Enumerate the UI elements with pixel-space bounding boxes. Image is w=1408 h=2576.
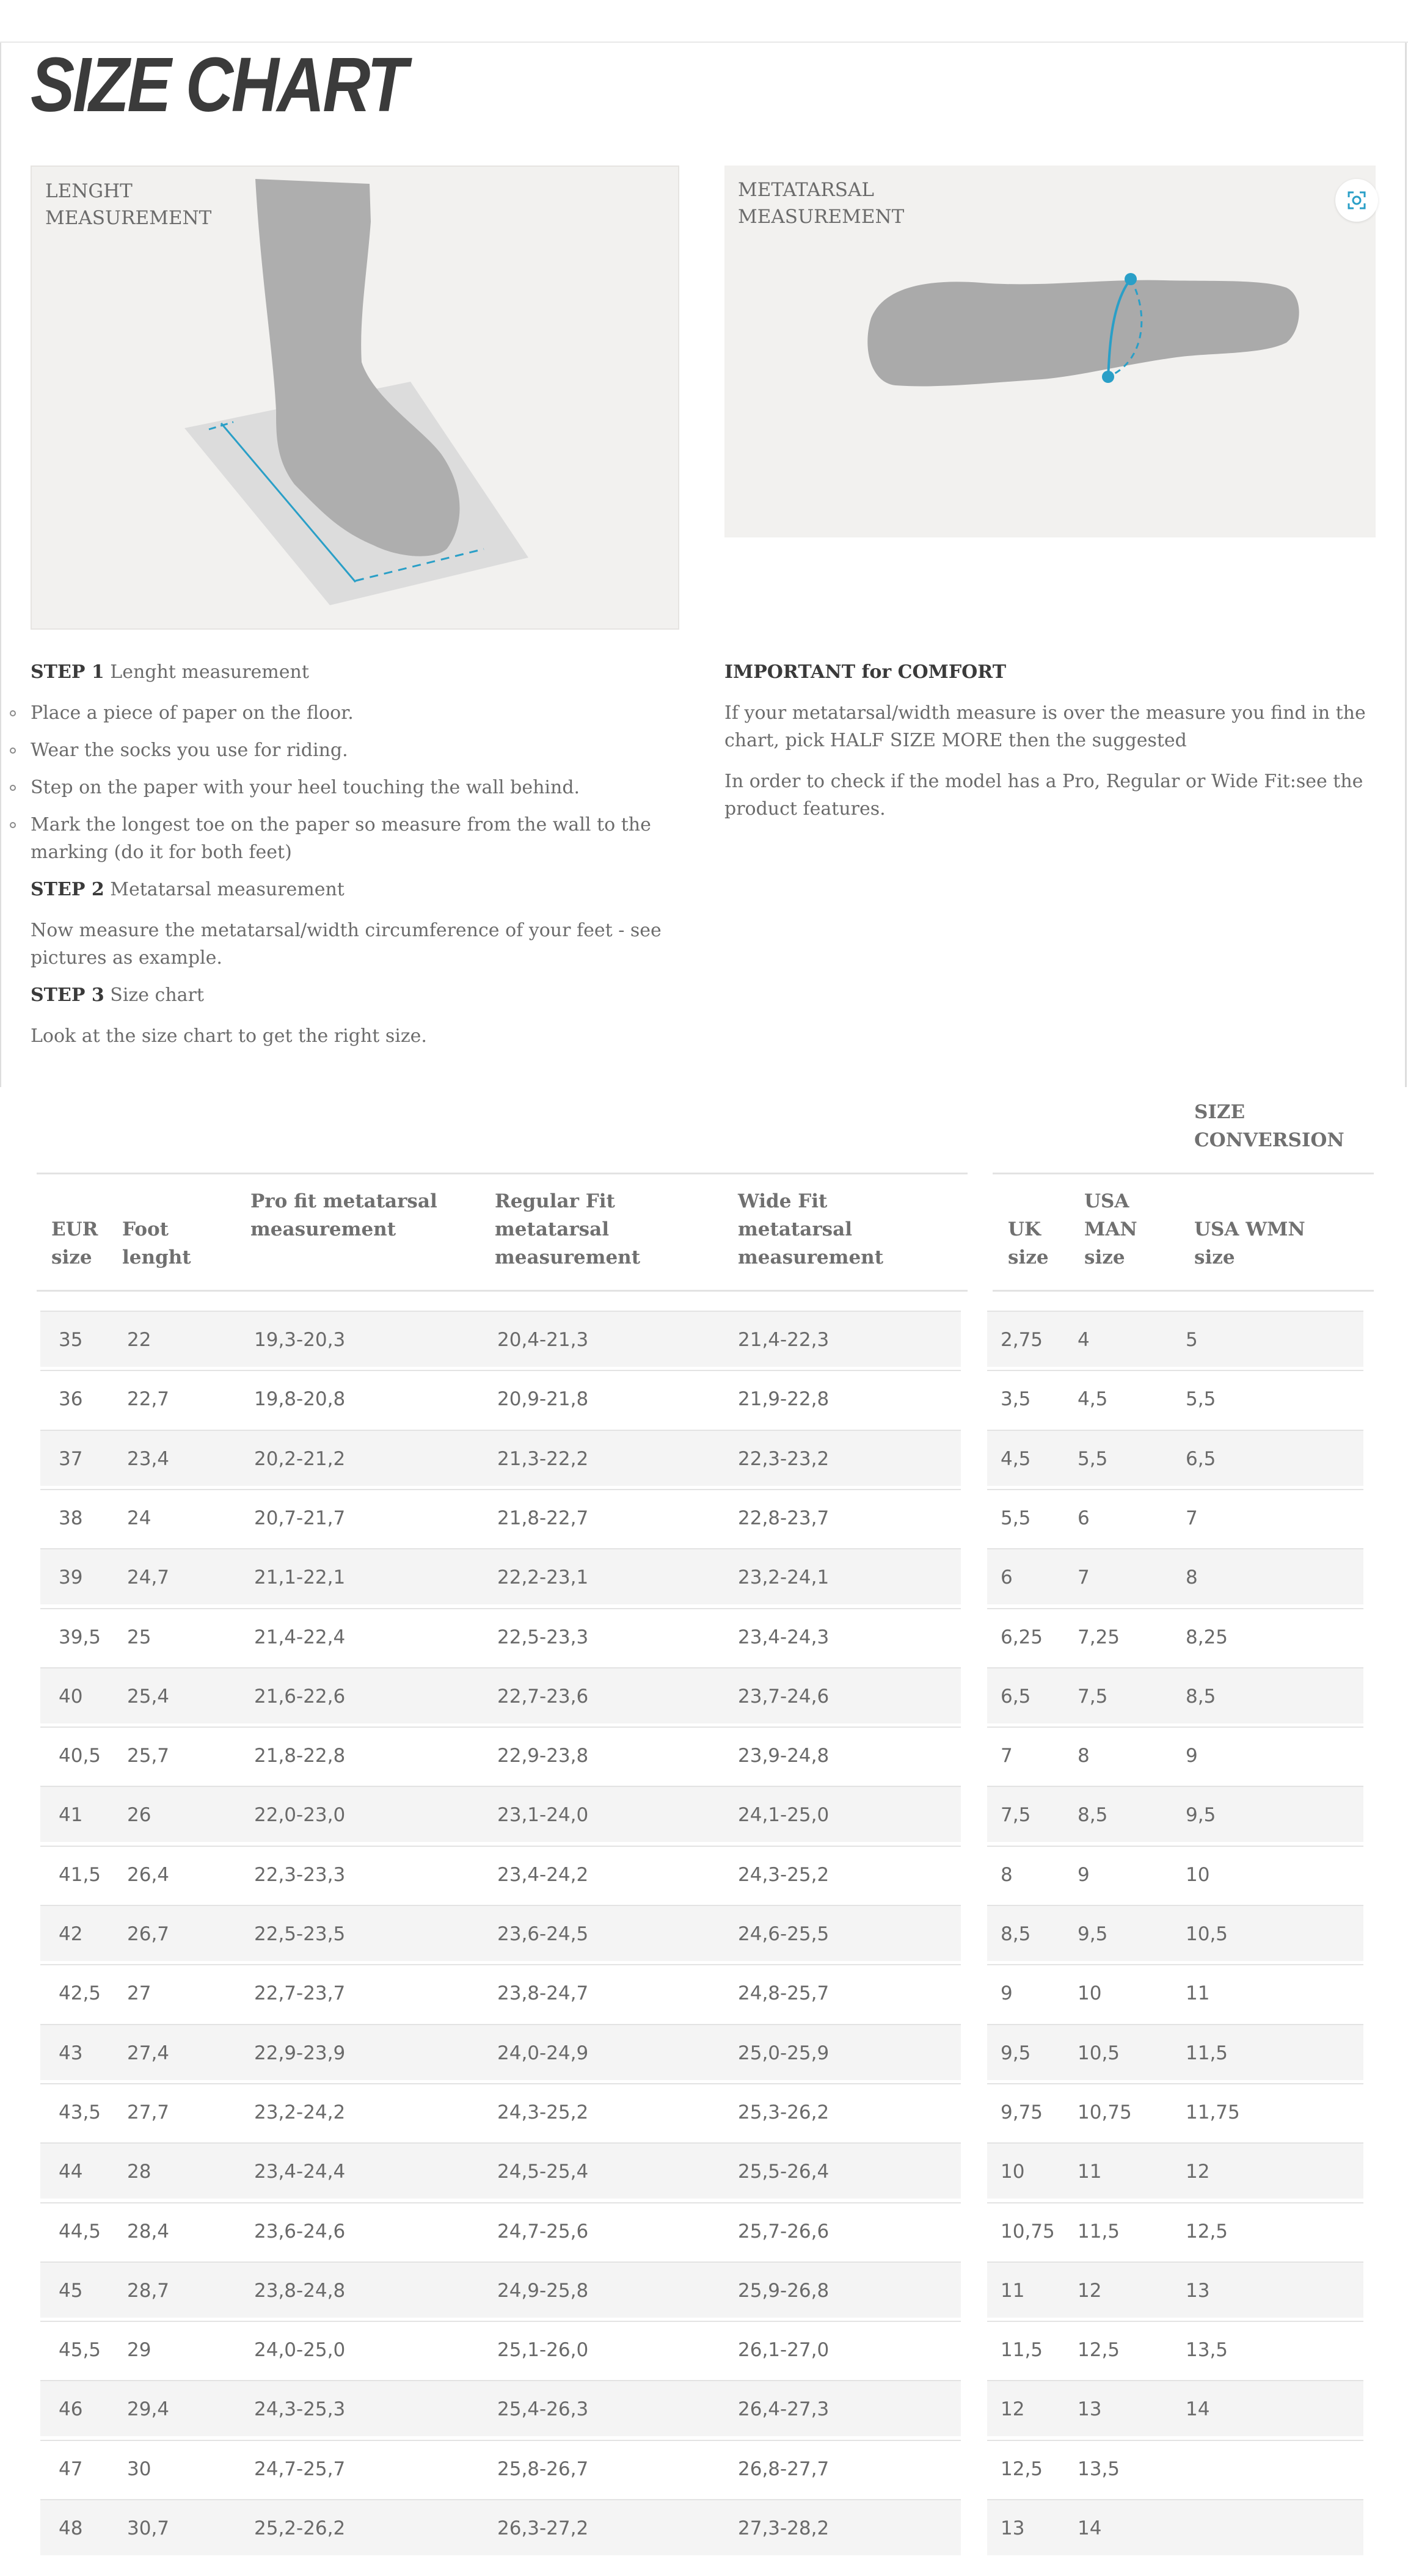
cell-pro-fit: 21,4-22,4 (254, 1626, 346, 1648)
table-row (40, 2261, 961, 2318)
cell-pro-fit: 20,7-21,7 (254, 1507, 346, 1529)
table-row (40, 2440, 961, 2496)
length-measurement-label: LENGHT MEASUREMENT (45, 180, 212, 229)
cell-uk-size: 3,5 (1001, 1388, 1031, 1410)
cell-regular-fit: 24,5-25,4 (497, 2161, 589, 2183)
step2-label: STEP 2 (31, 879, 104, 900)
step2-title: Metatarsal measurement (110, 879, 345, 900)
table-row (40, 2024, 961, 2080)
table-row (40, 2142, 961, 2199)
cell-wide-fit: 21,9-22,8 (738, 1388, 830, 1410)
step3-label: STEP 3 (31, 984, 104, 1006)
cell-foot-length: 29 (127, 2339, 151, 2361)
cell-uk-size: 9,5 (1001, 2042, 1031, 2064)
conversion-row (987, 1905, 1363, 1961)
cell-wide-fit: 22,8-23,7 (738, 1507, 830, 1529)
comfort-note (724, 658, 1372, 823)
table-row (40, 1548, 961, 1604)
cell-uk-size: 6,25 (1001, 1626, 1043, 1648)
cell-regular-fit: 24,0-24,9 (497, 2042, 589, 2064)
cell-usa-wmn-size: 12 (1186, 2161, 1210, 2183)
cell-usa-man-size: 8 (1078, 1745, 1090, 1767)
header-usa-wmn-size: USA WMN size (1194, 1218, 1305, 1268)
table-row (40, 1846, 961, 1902)
cell-wide-fit: 25,7-26,6 (738, 2221, 830, 2243)
conversion-row (987, 1430, 1363, 1486)
cell-foot-length: 26,4 (127, 1864, 170, 1886)
table-row (40, 2499, 961, 2555)
cell-regular-fit: 20,4-21,3 (497, 1329, 589, 1351)
metatarsal-measurement-panel (724, 166, 1376, 537)
table-row (40, 1786, 961, 1842)
cell-regular-fit: 23,6-24,5 (497, 1923, 589, 1945)
comfort-paragraph-2: In order to check if the model has a Pro, Regular or Wide Fit:see the product features. (724, 771, 1363, 820)
conversion-row (987, 1786, 1363, 1842)
conversion-row (987, 2380, 1363, 2436)
cell-eur-size: 48 (59, 2517, 83, 2539)
table-row (40, 2202, 961, 2258)
cell-wide-fit: 26,8-27,7 (738, 2458, 830, 2480)
table-row (40, 1667, 961, 1723)
instruction-bullet: Place a piece of paper on the floor. (31, 699, 672, 727)
conversion-row (987, 1846, 1363, 1902)
instruction-bullet: Mark the longest toe on the paper so measure from the wall to the marking (do it for both feet) (31, 811, 672, 866)
cell-eur-size: 44 (59, 2161, 83, 2183)
cell-pro-fit: 21,6-22,6 (254, 1686, 346, 1708)
cell-uk-size: 5,5 (1001, 1507, 1031, 1529)
cell-usa-wmn-size: 11 (1186, 1982, 1210, 2004)
cell-usa-man-size: 10,75 (1078, 2101, 1132, 2123)
cell-pro-fit: 22,9-23,9 (254, 2042, 346, 2064)
cell-foot-length: 23,4 (127, 1448, 170, 1470)
cell-pro-fit: 20,2-21,2 (254, 1448, 346, 1470)
cell-foot-length: 28 (127, 2161, 151, 2183)
cell-foot-length: 25,7 (127, 1745, 170, 1767)
cell-wide-fit: 26,1-27,0 (738, 2339, 830, 2361)
conversion-row (987, 1489, 1363, 1545)
cell-foot-length: 26,7 (127, 1923, 170, 1945)
cell-regular-fit: 22,9-23,8 (497, 1745, 589, 1767)
table-row (40, 2321, 961, 2377)
step3-description: Look at the size chart to get the right size. (31, 1025, 427, 1047)
cell-usa-man-size: 13,5 (1078, 2458, 1120, 2480)
cell-usa-wmn-size: 7 (1186, 1507, 1198, 1529)
header-wide-fit: Wide Fit metatarsal measurement (738, 1190, 884, 1268)
cell-pro-fit: 22,5-23,5 (254, 1923, 346, 1945)
cell-wide-fit: 25,9-26,8 (738, 2280, 830, 2302)
cell-foot-length: 25 (127, 1626, 151, 1648)
comfort-heading: IMPORTANT for COMFORT (724, 661, 1007, 683)
cell-pro-fit: 24,7-25,7 (254, 2458, 346, 2480)
conversion-row (987, 2261, 1363, 2318)
cell-usa-man-size: 12,5 (1078, 2339, 1120, 2361)
cell-uk-size: 6 (1001, 1566, 1013, 1588)
cell-uk-size: 7,5 (1001, 1804, 1031, 1826)
cell-uk-size: 2,75 (1001, 1329, 1043, 1351)
cell-foot-length: 28,4 (127, 2221, 170, 2243)
cell-usa-wmn-size: 11,75 (1186, 2101, 1240, 2123)
cell-usa-man-size: 7,5 (1078, 1686, 1108, 1708)
cell-uk-size: 11,5 (1001, 2339, 1043, 2361)
cell-pro-fit: 22,0-23,0 (254, 1804, 346, 1826)
cell-foot-length: 26 (127, 1804, 151, 1826)
cell-wide-fit: 23,2-24,1 (738, 1566, 830, 1588)
cell-pro-fit: 25,2-26,2 (254, 2517, 346, 2539)
conversion-row (987, 1667, 1363, 1723)
measurement-instructions (31, 658, 672, 1050)
cell-pro-fit: 23,2-24,2 (254, 2101, 346, 2123)
header-uk-size: UK size (1008, 1218, 1049, 1268)
cell-uk-size: 10,75 (1001, 2221, 1055, 2243)
cell-uk-size: 12,5 (1001, 2458, 1043, 2480)
cell-usa-man-size: 11,5 (1078, 2221, 1120, 2243)
cell-uk-size: 12 (1001, 2398, 1025, 2420)
cell-regular-fit: 23,1-24,0 (497, 1804, 589, 1826)
cell-pro-fit: 19,3-20,3 (254, 1329, 346, 1351)
cell-foot-length: 24 (127, 1507, 151, 1529)
cell-usa-wmn-size: 6,5 (1186, 1448, 1216, 1470)
conversion-row (987, 2083, 1363, 2139)
cell-eur-size: 40,5 (59, 1745, 101, 1767)
cell-eur-size: 45,5 (59, 2339, 101, 2361)
cell-usa-man-size: 5,5 (1078, 1448, 1108, 1470)
cell-eur-size: 39 (59, 1566, 83, 1588)
cell-uk-size: 13 (1001, 2517, 1025, 2539)
table-row (40, 1430, 961, 1486)
cell-eur-size: 45 (59, 2280, 83, 2302)
table-subheader-rule-left (37, 1290, 968, 1292)
cell-usa-wmn-size: 10 (1186, 1864, 1210, 1886)
cell-regular-fit: 23,4-24,2 (497, 1864, 589, 1886)
cell-foot-length: 30 (127, 2458, 151, 2480)
table-row (40, 1905, 961, 1961)
cell-pro-fit: 19,8-20,8 (254, 1388, 346, 1410)
header-eur-size: EUR size (51, 1218, 98, 1268)
cell-wide-fit: 26,4-27,3 (738, 2398, 830, 2420)
cell-pro-fit: 22,7-23,7 (254, 1982, 346, 2004)
header-pro-fit: Pro fit metatarsal measurement (250, 1190, 437, 1240)
conversion-row (987, 1608, 1363, 1664)
cell-eur-size: 37 (59, 1448, 83, 1470)
cell-pro-fit: 23,6-24,6 (254, 2221, 346, 2243)
cell-eur-size: 39,5 (59, 1626, 101, 1648)
cell-usa-man-size: 4,5 (1078, 1388, 1108, 1410)
conversion-row (987, 2321, 1363, 2377)
cell-usa-wmn-size: 5 (1186, 1329, 1198, 1351)
cell-regular-fit: 23,8-24,7 (497, 1982, 589, 2004)
expand-icon (1335, 179, 1378, 222)
conversion-row (987, 2440, 1363, 2496)
cell-usa-man-size: 9 (1078, 1864, 1090, 1886)
cell-uk-size: 7 (1001, 1745, 1013, 1767)
cell-usa-man-size: 4 (1078, 1329, 1090, 1351)
cell-uk-size: 4,5 (1001, 1448, 1031, 1470)
cell-wide-fit: 24,3-25,2 (738, 1864, 830, 1886)
cell-eur-size: 42 (59, 1923, 83, 1945)
cell-pro-fit: 21,1-22,1 (254, 1566, 346, 1588)
conversion-row (987, 1370, 1363, 1426)
cell-usa-man-size: 11 (1078, 2161, 1102, 2183)
cell-eur-size: 43,5 (59, 2101, 101, 2123)
cell-wide-fit: 25,0-25,9 (738, 2042, 830, 2064)
header-foot-length: Foot lenght (122, 1218, 191, 1268)
cell-eur-size: 36 (59, 1388, 83, 1410)
cell-usa-wmn-size: 13,5 (1186, 2339, 1228, 2361)
cell-eur-size: 41 (59, 1804, 83, 1826)
cell-foot-length: 25,4 (127, 1686, 170, 1708)
table-row (40, 1489, 961, 1545)
cell-usa-wmn-size: 12,5 (1186, 2221, 1228, 2243)
cell-pro-fit: 23,8-24,8 (254, 2280, 346, 2302)
cell-pro-fit: 22,3-23,3 (254, 1864, 346, 1886)
conversion-row (987, 1311, 1363, 1367)
cell-uk-size: 11 (1001, 2280, 1025, 2302)
cell-wide-fit: 23,4-24,3 (738, 1626, 830, 1648)
comfort-paragraph-1: If your metatarsal/width measure is over the measure you find in the chart, pick HALF SIZE MORE then the suggested (724, 702, 1366, 751)
cell-foot-length: 24,7 (127, 1566, 170, 1588)
cell-foot-length: 28,7 (127, 2280, 170, 2302)
cell-regular-fit: 24,3-25,2 (497, 2101, 589, 2123)
cell-uk-size: 6,5 (1001, 1686, 1031, 1708)
cell-wide-fit: 24,6-25,5 (738, 1923, 830, 1945)
cell-eur-size: 38 (59, 1507, 83, 1529)
cell-regular-fit: 22,7-23,6 (497, 1686, 589, 1708)
cell-foot-length: 27,7 (127, 2101, 170, 2123)
cell-uk-size: 9,75 (1001, 2101, 1043, 2123)
cell-pro-fit: 24,3-25,3 (254, 2398, 346, 2420)
table-row (40, 1964, 961, 2020)
cell-eur-size: 41,5 (59, 1864, 101, 1886)
cell-eur-size: 40 (59, 1686, 83, 1708)
table-row (40, 1608, 961, 1664)
cell-eur-size: 42,5 (59, 1982, 101, 2004)
cell-usa-man-size: 6 (1078, 1507, 1090, 1529)
cell-wide-fit: 24,8-25,7 (738, 1982, 830, 2004)
conversion-row (987, 2499, 1363, 2555)
cell-usa-wmn-size: 13 (1186, 2280, 1210, 2302)
cell-usa-wmn-size: 9,5 (1186, 1804, 1216, 1826)
page-title: SIZE CHART (31, 42, 406, 128)
conversion-row (987, 2024, 1363, 2080)
step1-label: STEP 1 (31, 661, 104, 683)
cell-wide-fit: 27,3-28,2 (738, 2517, 830, 2539)
cell-uk-size: 9 (1001, 1982, 1013, 2004)
cell-pro-fit: 24,0-25,0 (254, 2339, 346, 2361)
cell-eur-size: 35 (59, 1329, 83, 1351)
cell-foot-length: 29,4 (127, 2398, 170, 2420)
instruction-bullet: Step on the paper with your heel touching the wall behind. (31, 774, 672, 801)
cell-uk-size: 8 (1001, 1864, 1013, 1886)
cell-foot-length: 27,4 (127, 2042, 170, 2064)
size-conversion-title: SIZE CONVERSION (1194, 1101, 1344, 1151)
cell-wide-fit: 23,9-24,8 (738, 1745, 830, 1767)
cell-usa-man-size: 10,5 (1078, 2042, 1120, 2064)
conversion-row (987, 1548, 1363, 1604)
table-header-rule-right (993, 1173, 1374, 1174)
table-row (40, 2083, 961, 2139)
header-usa-man-size: USA MAN size (1084, 1190, 1137, 1268)
cell-foot-length: 22 (127, 1329, 151, 1351)
cell-regular-fit: 22,2-23,1 (497, 1566, 589, 1588)
step1-title: Lenght measurement (110, 661, 309, 683)
step2-description: Now measure the metatarsal/width circumference of your feet - see pictures as example. (31, 920, 662, 969)
cell-usa-man-size: 7 (1078, 1566, 1090, 1588)
cell-wide-fit: 21,4-22,3 (738, 1329, 830, 1351)
cell-wide-fit: 25,5-26,4 (738, 2161, 830, 2183)
cell-regular-fit: 24,7-25,6 (497, 2221, 589, 2243)
cell-uk-size: 8,5 (1001, 1923, 1031, 1945)
cell-usa-wmn-size: 11,5 (1186, 2042, 1228, 2064)
table-header-rule-left (37, 1173, 968, 1174)
cell-usa-wmn-size: 8 (1186, 1566, 1198, 1588)
cell-foot-length: 30,7 (127, 2517, 170, 2539)
cell-pro-fit: 23,4-24,4 (254, 2161, 346, 2183)
cell-usa-wmn-size: 5,5 (1186, 1388, 1216, 1410)
cell-regular-fit: 21,8-22,7 (497, 1507, 589, 1529)
table-subheader-rule-right (993, 1290, 1374, 1292)
length-measurement-panel (31, 166, 679, 630)
cell-regular-fit: 24,9-25,8 (497, 2280, 589, 2302)
cell-eur-size: 43 (59, 2042, 83, 2064)
cell-wide-fit: 22,3-23,2 (738, 1448, 830, 1470)
cell-uk-size: 10 (1001, 2161, 1025, 2183)
cell-usa-man-size: 9,5 (1078, 1923, 1108, 1945)
cell-usa-wmn-size: 9 (1186, 1745, 1198, 1767)
step3-title: Size chart (110, 984, 204, 1006)
cell-usa-man-size: 13 (1078, 2398, 1102, 2420)
cell-usa-man-size: 12 (1078, 2280, 1102, 2302)
left-border (0, 43, 1, 1087)
conversion-row (987, 2202, 1363, 2258)
cell-regular-fit: 25,1-26,0 (497, 2339, 589, 2361)
cell-usa-wmn-size: 8,5 (1186, 1686, 1216, 1708)
cell-regular-fit: 25,4-26,3 (497, 2398, 589, 2420)
cell-eur-size: 44,5 (59, 2221, 101, 2243)
right-border (1405, 43, 1407, 1087)
expand-image-button[interactable] (1335, 179, 1378, 222)
cell-wide-fit: 24,1-25,0 (738, 1804, 830, 1826)
conversion-row (987, 2142, 1363, 2199)
cell-regular-fit: 21,3-22,2 (497, 1448, 589, 1470)
cell-eur-size: 46 (59, 2398, 83, 2420)
cell-foot-length: 22,7 (127, 1388, 170, 1410)
cell-regular-fit: 22,5-23,3 (497, 1626, 589, 1648)
table-row (40, 1370, 961, 1426)
cell-usa-wmn-size: 8,25 (1186, 1626, 1228, 1648)
cell-regular-fit: 20,9-21,8 (497, 1388, 589, 1410)
cell-foot-length: 27 (127, 1982, 151, 2004)
cell-usa-man-size: 8,5 (1078, 1804, 1108, 1826)
cell-regular-fit: 25,8-26,7 (497, 2458, 589, 2480)
cell-regular-fit: 26,3-27,2 (497, 2517, 589, 2539)
cell-usa-wmn-size: 14 (1186, 2398, 1210, 2420)
conversion-row (987, 1964, 1363, 2020)
cell-usa-wmn-size: 10,5 (1186, 1923, 1228, 1945)
table-row (40, 1726, 961, 1783)
cell-usa-man-size: 14 (1078, 2517, 1102, 2539)
foot-length-illustration (32, 167, 678, 628)
metatarsal-measurement-label: METATARSAL MEASUREMENT (738, 179, 905, 228)
cell-eur-size: 47 (59, 2458, 83, 2480)
conversion-row (987, 1726, 1363, 1783)
header-regular-fit: Regular Fit metatarsal measurement (495, 1190, 641, 1268)
table-row (40, 1311, 961, 1367)
table-row (40, 2380, 961, 2436)
cell-wide-fit: 23,7-24,6 (738, 1686, 830, 1708)
instruction-bullet: Wear the socks you use for riding. (31, 737, 672, 764)
cell-usa-man-size: 7,25 (1078, 1626, 1120, 1648)
cell-usa-man-size: 10 (1078, 1982, 1102, 2004)
cell-pro-fit: 21,8-22,8 (254, 1745, 346, 1767)
cell-wide-fit: 25,3-26,2 (738, 2101, 830, 2123)
